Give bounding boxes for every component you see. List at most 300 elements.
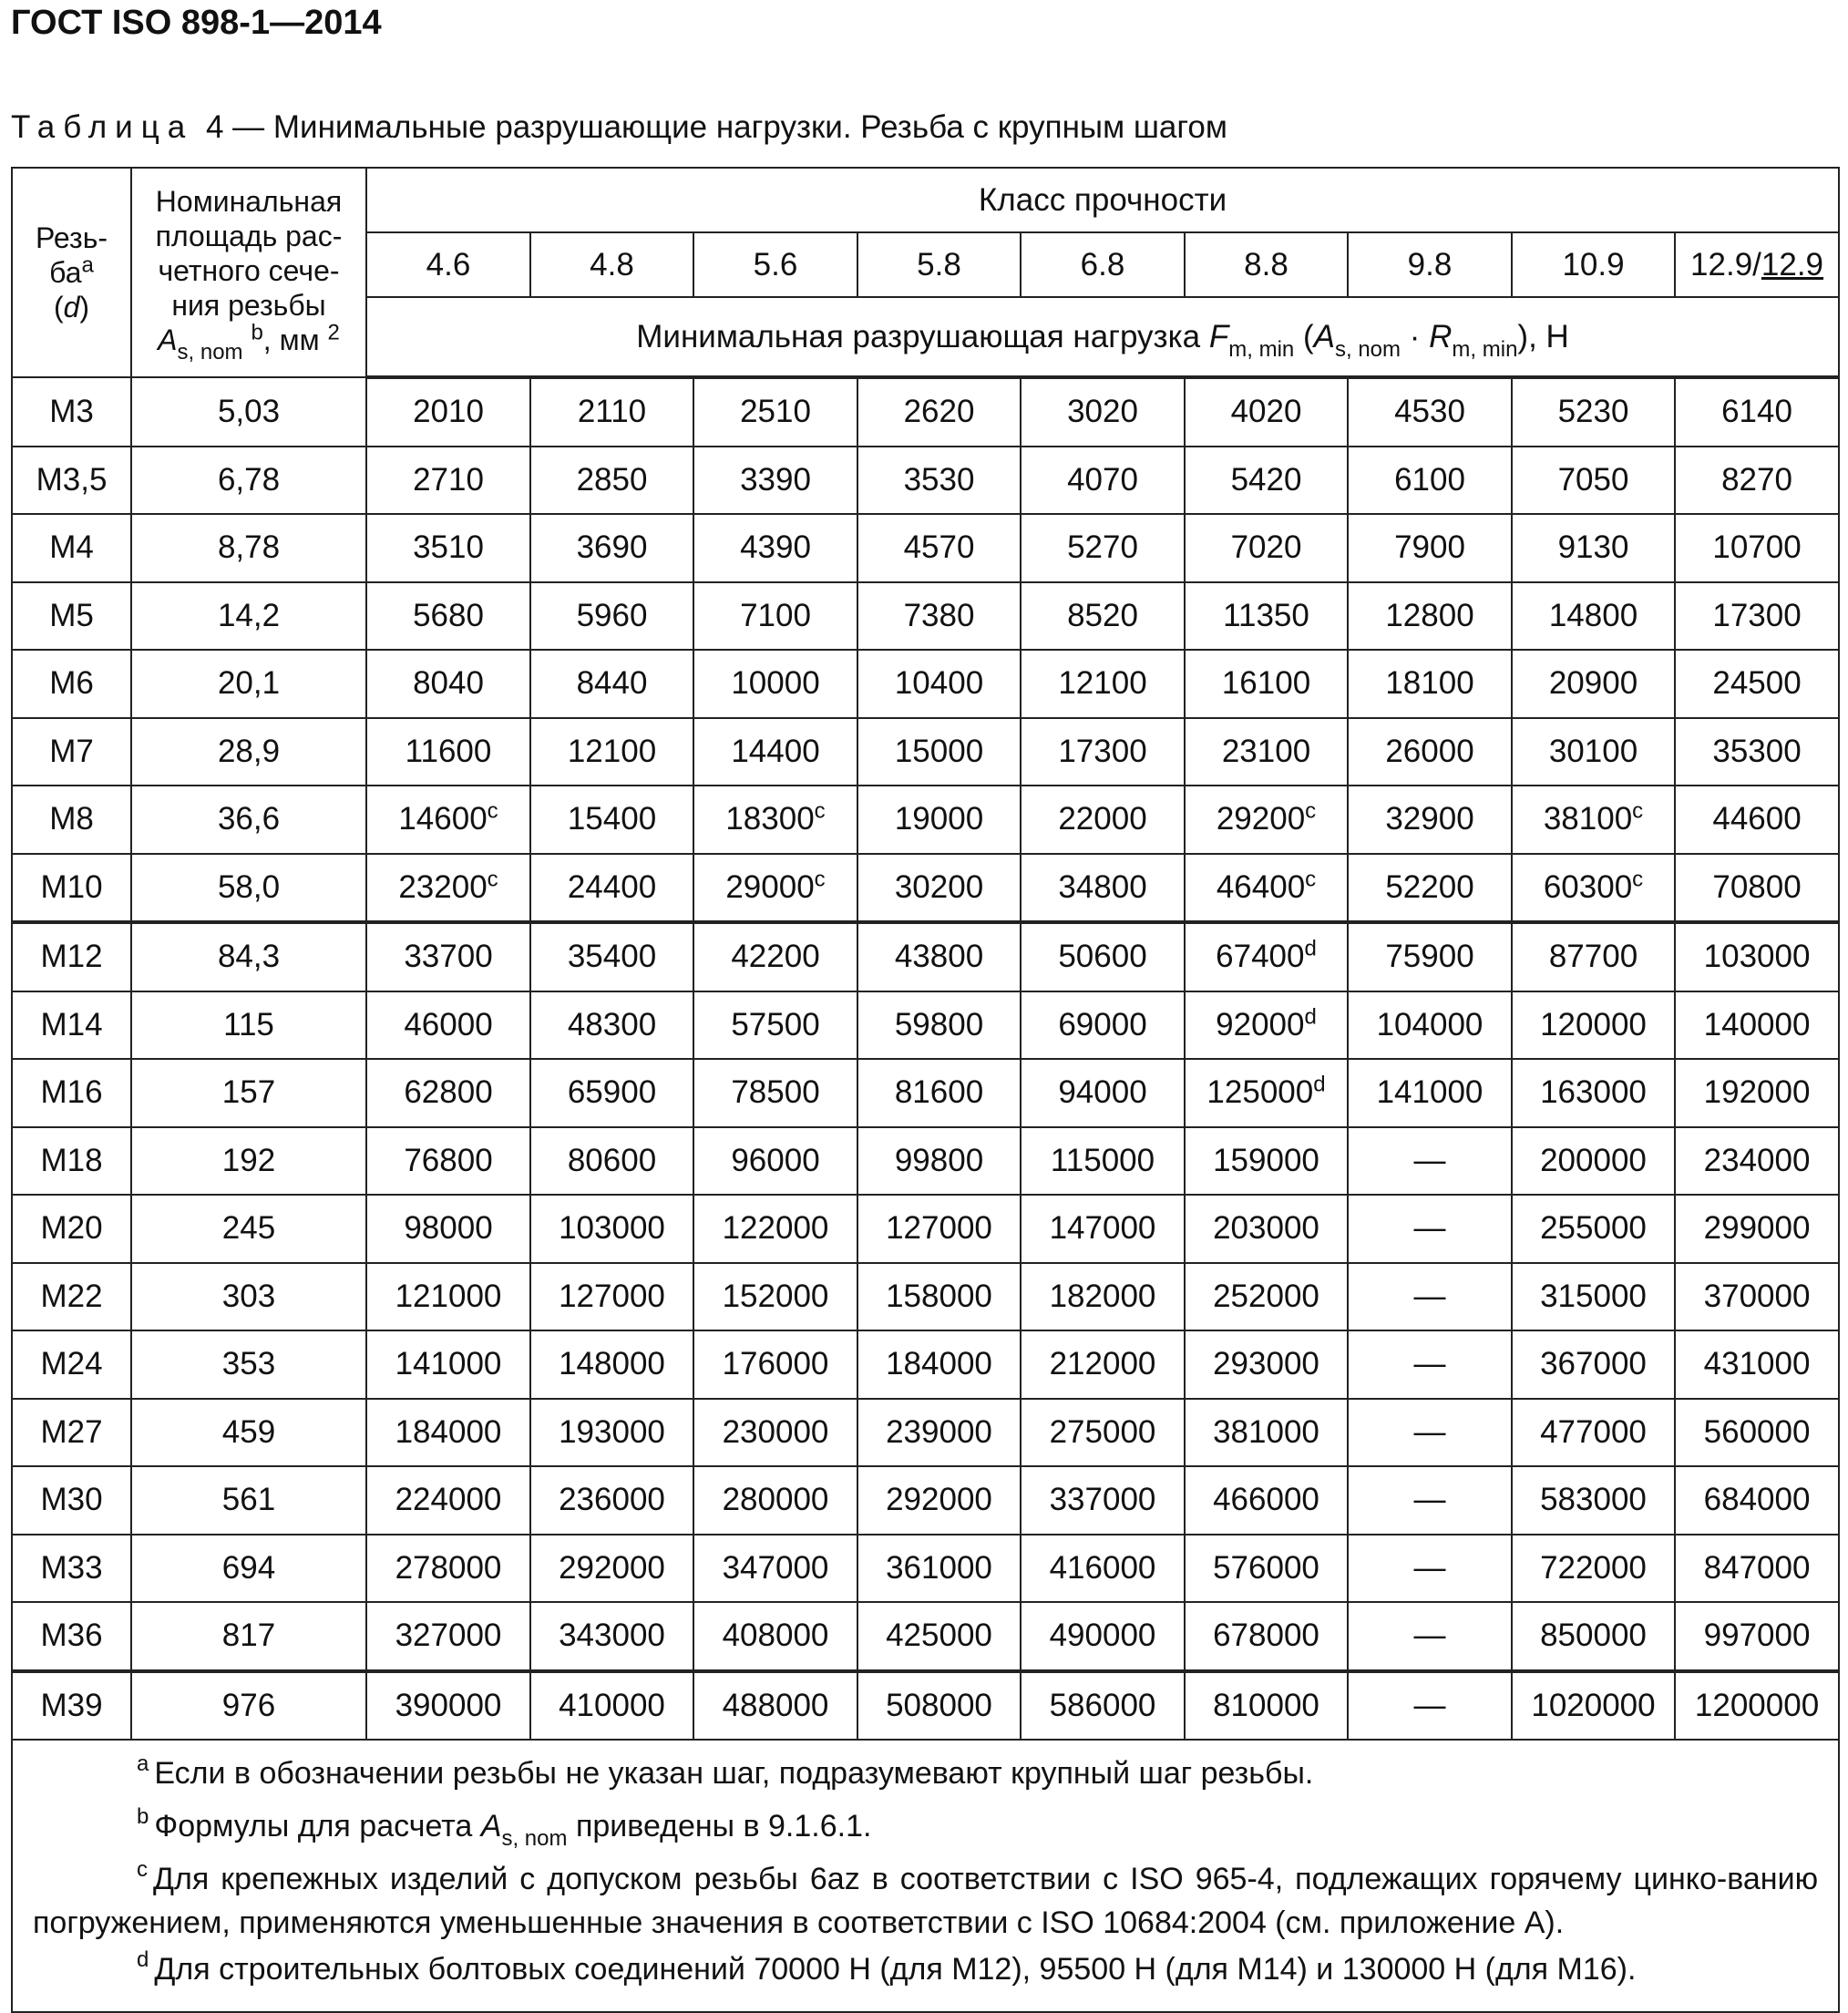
cell-load xyxy=(1348,650,1512,718)
cell-load-value: 19000 xyxy=(894,801,984,837)
cell-load xyxy=(1348,377,1512,447)
cell-load xyxy=(1021,1602,1185,1671)
cell-load xyxy=(1348,1330,1512,1399)
cell-thread: M14 xyxy=(12,991,131,1060)
cell-load xyxy=(857,786,1021,854)
cell-load xyxy=(530,786,693,854)
cell-load xyxy=(530,991,693,1060)
cell-load-value: 275000 xyxy=(1049,1413,1156,1450)
cell-load xyxy=(693,718,857,786)
cell-load-value: 141000 xyxy=(1376,1074,1484,1111)
cell-load-value: 3530 xyxy=(903,461,975,498)
footnote-c-text: Для крепежных изделий с допуском резьбы 6az в соответствии с ISO 965-4, подлежащих горячему цинко-ванию погружением, применяются уменьшенные значения в соответствии с ISO 10684:2004 (см. приложение А). xyxy=(33,1862,1819,1940)
cell-load-value: 46400 xyxy=(1216,868,1306,905)
cell-load xyxy=(530,377,693,447)
cell-area: 245 xyxy=(131,1195,366,1263)
cell-load xyxy=(530,922,693,991)
cell-load xyxy=(1348,718,1512,786)
cell-load xyxy=(1512,1059,1675,1127)
cell-load xyxy=(530,1535,693,1603)
cell-load-value: 17300 xyxy=(1712,597,1802,633)
cell-load-value: 850000 xyxy=(1540,1618,1647,1654)
cell-load-value: 17300 xyxy=(1058,733,1147,769)
cell-load-value: 33700 xyxy=(404,939,493,975)
footnote-b-text1: Формулы для расчета xyxy=(154,1809,481,1844)
cell-load-value: 12100 xyxy=(567,733,657,769)
cell-load xyxy=(1512,1671,1675,1741)
cell-load-value: 158000 xyxy=(886,1278,992,1314)
cell-load-value: 1200000 xyxy=(1694,1687,1820,1723)
cell-load xyxy=(1021,1330,1185,1399)
cell-load-value: 466000 xyxy=(1213,1482,1319,1518)
cell-load xyxy=(1348,1671,1512,1741)
cell-load-value: 2620 xyxy=(903,394,975,430)
cell-load-value: 38100 xyxy=(1543,801,1633,837)
cell-load xyxy=(1185,377,1348,447)
footnote-ref: d xyxy=(1313,1072,1326,1097)
cell-load-value: 7020 xyxy=(1230,529,1302,566)
cell-load xyxy=(1512,1195,1675,1263)
cell-load-value: 10000 xyxy=(731,665,820,702)
table-row xyxy=(12,582,1839,651)
cell-load-value: 14600 xyxy=(398,801,488,837)
cell-load xyxy=(1512,786,1675,854)
grade-header: 4.8 xyxy=(530,232,693,297)
cell-thread: M22 xyxy=(12,1263,131,1331)
cell-load xyxy=(1348,514,1512,582)
cell-load xyxy=(1512,1466,1675,1535)
cell-load-value: 200000 xyxy=(1540,1142,1647,1178)
footnote-ref: c xyxy=(1632,798,1644,824)
footnote-d-mark: d xyxy=(137,1947,149,1972)
cell-load-value: 4570 xyxy=(903,529,975,566)
cell-load xyxy=(530,582,693,651)
cell-load-value: 35300 xyxy=(1712,733,1802,769)
cell-load xyxy=(1512,1127,1675,1196)
cell-load xyxy=(857,447,1021,515)
cell-load xyxy=(1185,1602,1348,1671)
cell-load-value: 127000 xyxy=(886,1210,992,1247)
cell-load xyxy=(1512,1330,1675,1399)
cell-load xyxy=(366,1059,530,1127)
cell-load-value: 81600 xyxy=(894,1074,984,1111)
cell-load-value: 57500 xyxy=(731,1006,820,1042)
load-dot: · xyxy=(1401,318,1430,354)
grade-header-last xyxy=(1675,232,1839,297)
cell-load xyxy=(857,1330,1021,1399)
cell-load xyxy=(1512,922,1675,991)
cell-load-value: 35400 xyxy=(567,939,657,975)
cell-load xyxy=(1021,447,1185,515)
header-min-breaking-load xyxy=(366,297,1839,377)
cell-load xyxy=(530,1127,693,1196)
cell-load xyxy=(366,1602,530,1671)
cell-load-value: — xyxy=(1413,1278,1446,1314)
cell-load xyxy=(1021,1399,1185,1467)
header-thread: Резь- $ба^a$ (d) xyxy=(12,168,131,377)
cell-load-value: 120000 xyxy=(1540,1006,1647,1042)
cell-load xyxy=(1021,786,1185,854)
cell-load xyxy=(1675,447,1839,515)
cell-load-value: 390000 xyxy=(395,1687,502,1723)
cell-load-value: 678000 xyxy=(1213,1618,1319,1654)
cell-thread: M39 xyxy=(12,1671,131,1741)
table-row xyxy=(12,1059,1839,1127)
table-row xyxy=(12,991,1839,1060)
header-area-subscript: s, nom xyxy=(177,340,243,365)
cell-load xyxy=(1675,1466,1839,1535)
grade-last-part-b: 12.9 xyxy=(1761,246,1824,282)
cell-area: 459 xyxy=(131,1399,366,1467)
header-area-unit: , мм xyxy=(262,324,320,356)
cell-load-value: — xyxy=(1413,1346,1446,1382)
cell-load xyxy=(1512,1602,1675,1671)
cell-load-value: 3510 xyxy=(413,529,484,566)
cell-load-value: 14400 xyxy=(731,733,820,769)
cell-area: 84,3 xyxy=(131,922,366,991)
cell-load xyxy=(857,718,1021,786)
cell-load-value: 163000 xyxy=(1540,1074,1647,1111)
cell-load xyxy=(366,854,530,923)
cell-load xyxy=(530,854,693,923)
cell-load xyxy=(1675,514,1839,582)
footnote-ref: c xyxy=(487,798,498,824)
cell-load-value: 236000 xyxy=(559,1482,665,1518)
cell-load-value: — xyxy=(1413,1210,1446,1247)
cell-area: 561 xyxy=(131,1466,366,1535)
grade-last-part-a: 12.9/ xyxy=(1690,246,1761,282)
cell-area: 14,2 xyxy=(131,582,366,651)
table-row xyxy=(12,650,1839,718)
table-row xyxy=(12,1127,1839,1196)
cell-load-value: 583000 xyxy=(1540,1482,1647,1518)
cell-load xyxy=(857,1671,1021,1741)
cell-load xyxy=(693,991,857,1060)
cell-load-value: 477000 xyxy=(1540,1413,1647,1450)
cell-load-value: 416000 xyxy=(1049,1549,1156,1586)
cell-area: 303 xyxy=(131,1263,366,1331)
cell-load xyxy=(1185,447,1348,515)
cell-load-value: 121000 xyxy=(395,1278,502,1314)
cell-load xyxy=(1021,514,1185,582)
cell-load xyxy=(693,1127,857,1196)
cell-load xyxy=(1348,1059,1512,1127)
cell-load xyxy=(857,1535,1021,1603)
cell-load-value: 29200 xyxy=(1216,801,1306,837)
cell-load-value: 30200 xyxy=(894,868,984,905)
cell-area: 694 xyxy=(131,1535,366,1603)
cell-load xyxy=(1675,786,1839,854)
cell-area: 115 xyxy=(131,991,366,1060)
cell-load xyxy=(693,582,857,651)
cell-load xyxy=(1348,991,1512,1060)
cell-load xyxy=(366,447,530,515)
cell-load xyxy=(857,514,1021,582)
load-F-sub: m, min xyxy=(1228,336,1295,362)
cell-load-value: 560000 xyxy=(1703,1413,1811,1450)
footnote-b xyxy=(33,1806,1818,1850)
cell-load xyxy=(1675,991,1839,1060)
cell-load-value: 67400 xyxy=(1216,939,1305,975)
cell-load-value: 22000 xyxy=(1058,801,1147,837)
cell-load xyxy=(1185,514,1348,582)
footnote-ref: d xyxy=(1304,936,1317,961)
cell-load xyxy=(693,922,857,991)
cell-load-value: 62800 xyxy=(404,1074,493,1111)
cell-load xyxy=(530,1059,693,1127)
cell-load xyxy=(530,1330,693,1399)
cell-load xyxy=(693,854,857,923)
cell-load xyxy=(1185,1330,1348,1399)
cell-load xyxy=(1512,1535,1675,1603)
cell-load xyxy=(857,582,1021,651)
load-close: ), Н xyxy=(1517,318,1569,354)
cell-load xyxy=(1512,377,1675,447)
cell-thread: M6 xyxy=(12,650,131,718)
cell-load-value: 26000 xyxy=(1385,733,1474,769)
cell-load xyxy=(1021,1127,1185,1196)
cell-load xyxy=(1675,718,1839,786)
cell-load xyxy=(857,1195,1021,1263)
table-row xyxy=(12,1535,1839,1603)
cell-load xyxy=(693,447,857,515)
cell-load-value: 4020 xyxy=(1230,394,1302,430)
cell-load-value: 70800 xyxy=(1712,868,1802,905)
footnote-ref: c xyxy=(1632,867,1644,892)
cell-load-value: 997000 xyxy=(1703,1618,1811,1654)
cell-load xyxy=(1021,1535,1185,1603)
cell-load xyxy=(1185,1399,1348,1467)
cell-load-value: 6100 xyxy=(1394,461,1465,498)
cell-load-value: 48300 xyxy=(567,1006,657,1042)
cell-load xyxy=(366,1127,530,1196)
table-caption xyxy=(11,109,1227,146)
cell-load xyxy=(1512,991,1675,1060)
cell-load-value: 87700 xyxy=(1548,939,1638,975)
grade-header: 5.6 xyxy=(693,232,857,297)
cell-load-value: 810000 xyxy=(1213,1687,1319,1723)
footnote-a-mark: a xyxy=(137,1751,149,1776)
cell-load xyxy=(1512,1263,1675,1331)
grade-header: 8.8 xyxy=(1185,232,1348,297)
cell-load xyxy=(857,1399,1021,1467)
cell-load-value: 278000 xyxy=(395,1549,502,1586)
grade-header: 9.8 xyxy=(1348,232,1512,297)
cell-area: 8,78 xyxy=(131,514,366,582)
cell-thread: M12 xyxy=(12,922,131,991)
table-row xyxy=(12,1399,1839,1467)
cell-load-value: 722000 xyxy=(1540,1549,1647,1586)
cell-load xyxy=(693,1602,857,1671)
table-row xyxy=(12,1330,1839,1399)
cell-load-value: 20900 xyxy=(1548,665,1638,702)
cell-load xyxy=(1185,1195,1348,1263)
cell-load xyxy=(1021,650,1185,718)
cell-load-value: 488000 xyxy=(722,1687,829,1723)
cell-load-value: 4390 xyxy=(740,529,811,566)
cell-area: 58,0 xyxy=(131,854,366,923)
cell-load-value: 184000 xyxy=(395,1413,502,1450)
cell-load-value: 3690 xyxy=(576,529,648,566)
cell-load-value: 140000 xyxy=(1703,1006,1811,1042)
cell-load-value: 230000 xyxy=(722,1413,829,1450)
cell-load-value: 94000 xyxy=(1058,1074,1147,1111)
table-row xyxy=(12,447,1839,515)
header-thread-line1: Резь- xyxy=(35,221,108,254)
cell-load-value: 576000 xyxy=(1213,1549,1319,1586)
cell-load xyxy=(530,718,693,786)
cell-load xyxy=(1185,1535,1348,1603)
cell-load-value: 147000 xyxy=(1049,1210,1156,1247)
cell-load-value: 18300 xyxy=(725,801,815,837)
cell-load xyxy=(1185,1466,1348,1535)
footnote-c xyxy=(33,1859,1818,1944)
cell-load xyxy=(857,1127,1021,1196)
cell-load-value: 8520 xyxy=(1067,597,1138,633)
cell-load xyxy=(1675,1399,1839,1467)
cell-load xyxy=(366,922,530,991)
footnote-b-mark: b xyxy=(137,1804,149,1829)
cell-load-value: 293000 xyxy=(1213,1346,1319,1382)
cell-load-value: 8270 xyxy=(1721,461,1792,498)
cell-load xyxy=(1675,650,1839,718)
cell-load xyxy=(366,1263,530,1331)
cell-load-value: 42200 xyxy=(731,939,820,975)
cell-load-value: 32900 xyxy=(1385,801,1474,837)
cell-load-value: 586000 xyxy=(1049,1687,1156,1723)
cell-thread: M7 xyxy=(12,718,131,786)
cell-thread: M18 xyxy=(12,1127,131,1196)
cell-load xyxy=(530,1195,693,1263)
cell-load-value: 370000 xyxy=(1703,1278,1811,1314)
cell-load-value: 327000 xyxy=(395,1618,502,1654)
cell-load xyxy=(366,650,530,718)
grade-header: 6.8 xyxy=(1021,232,1185,297)
cell-thread: M8 xyxy=(12,786,131,854)
cell-load-value: 99800 xyxy=(894,1142,984,1178)
cell-area: 6,78 xyxy=(131,447,366,515)
cell-load xyxy=(1675,922,1839,991)
cell-area: 192 xyxy=(131,1127,366,1196)
cell-load-value: 127000 xyxy=(559,1278,665,1314)
cell-load-value: 24400 xyxy=(567,868,657,905)
cell-load xyxy=(1021,991,1185,1060)
cell-load xyxy=(1185,922,1348,991)
cell-load-value: 125000 xyxy=(1206,1074,1314,1111)
cell-thread: M10 xyxy=(12,854,131,923)
cell-load-value: 239000 xyxy=(886,1413,992,1450)
cell-load xyxy=(857,854,1021,923)
cell-load-value: 46000 xyxy=(404,1006,493,1042)
cell-load-value: 252000 xyxy=(1213,1278,1319,1314)
cell-load-value: — xyxy=(1413,1142,1446,1178)
cell-load-value: 2710 xyxy=(413,461,484,498)
cell-load xyxy=(857,1059,1021,1127)
cell-load-value: 14800 xyxy=(1548,597,1638,633)
cell-load-value: 425000 xyxy=(886,1618,992,1654)
cell-load xyxy=(1675,854,1839,923)
cell-load-value: 65900 xyxy=(567,1074,657,1111)
cell-thread: M27 xyxy=(12,1399,131,1467)
cell-load-value: — xyxy=(1413,1482,1446,1518)
cell-load-value: 34800 xyxy=(1058,868,1147,905)
cell-load-value: 182000 xyxy=(1049,1278,1156,1314)
cell-load xyxy=(1675,1330,1839,1399)
cell-load-value: 292000 xyxy=(559,1549,665,1586)
cell-load xyxy=(1512,582,1675,651)
header-thread-symbol: d xyxy=(63,291,80,324)
footnote-ref-b: b xyxy=(251,320,263,345)
cell-load xyxy=(1348,1466,1512,1535)
cell-load-value: 2110 xyxy=(577,394,647,430)
cell-load xyxy=(1348,1602,1512,1671)
cell-load-value: 10400 xyxy=(894,665,984,702)
cell-load-value: 141000 xyxy=(395,1346,502,1382)
footnote-ref: c xyxy=(814,867,826,892)
load-R: R xyxy=(1429,318,1453,354)
cell-load xyxy=(1512,447,1675,515)
cell-thread: M3 xyxy=(12,377,131,447)
cell-load xyxy=(1512,514,1675,582)
cell-load xyxy=(1185,786,1348,854)
footnote-d xyxy=(33,1949,1818,1993)
cell-load-value: 4070 xyxy=(1067,461,1138,498)
cell-load xyxy=(1512,1399,1675,1467)
cell-load-value: 2850 xyxy=(576,461,648,498)
cell-load xyxy=(1348,854,1512,923)
breaking-load-table xyxy=(11,167,1840,2013)
cell-load-value: 5680 xyxy=(413,597,484,633)
cell-area: 157 xyxy=(131,1059,366,1127)
cell-thread: M20 xyxy=(12,1195,131,1263)
cell-load xyxy=(857,377,1021,447)
cell-load xyxy=(1675,1602,1839,1671)
footnote-a xyxy=(33,1753,1818,1797)
cell-load xyxy=(1021,1671,1185,1741)
cell-load xyxy=(1185,1059,1348,1127)
cell-load xyxy=(366,991,530,1060)
cell-load-value: 50600 xyxy=(1058,939,1147,975)
header-area-text: Номинальная площадь рас-четного сече-ния резьбы xyxy=(155,185,343,322)
cell-load-value: 347000 xyxy=(722,1549,829,1586)
cell-load xyxy=(1185,991,1348,1060)
cell-load xyxy=(693,650,857,718)
cell-load xyxy=(1348,786,1512,854)
cell-load xyxy=(1021,1263,1185,1331)
cell-load xyxy=(1348,1399,1512,1467)
footnote-b-subscript: s, nom xyxy=(501,1826,568,1851)
table-row xyxy=(12,1263,1839,1331)
cell-load xyxy=(693,1330,857,1399)
load-R-sub: m, min xyxy=(1452,336,1518,362)
cell-thread: M3,5 xyxy=(12,447,131,515)
cell-load-value: 2510 xyxy=(740,394,811,430)
header-strength-class: Класс прочности xyxy=(366,168,1839,232)
cell-load xyxy=(1348,582,1512,651)
cell-load-value: — xyxy=(1413,1687,1446,1723)
cell-load xyxy=(1675,1535,1839,1603)
document-header: ГОСТ ISO 898-1—2014 xyxy=(11,4,382,42)
cell-load-value: 15000 xyxy=(894,733,984,769)
cell-load xyxy=(366,1330,530,1399)
cell-load xyxy=(1675,1263,1839,1331)
cell-load xyxy=(857,991,1021,1060)
cell-load xyxy=(1512,854,1675,923)
cell-load-value: 212000 xyxy=(1049,1346,1156,1382)
cell-load-value: 23200 xyxy=(398,868,488,905)
cell-load xyxy=(530,1466,693,1535)
footnote-ref: c xyxy=(814,798,826,824)
